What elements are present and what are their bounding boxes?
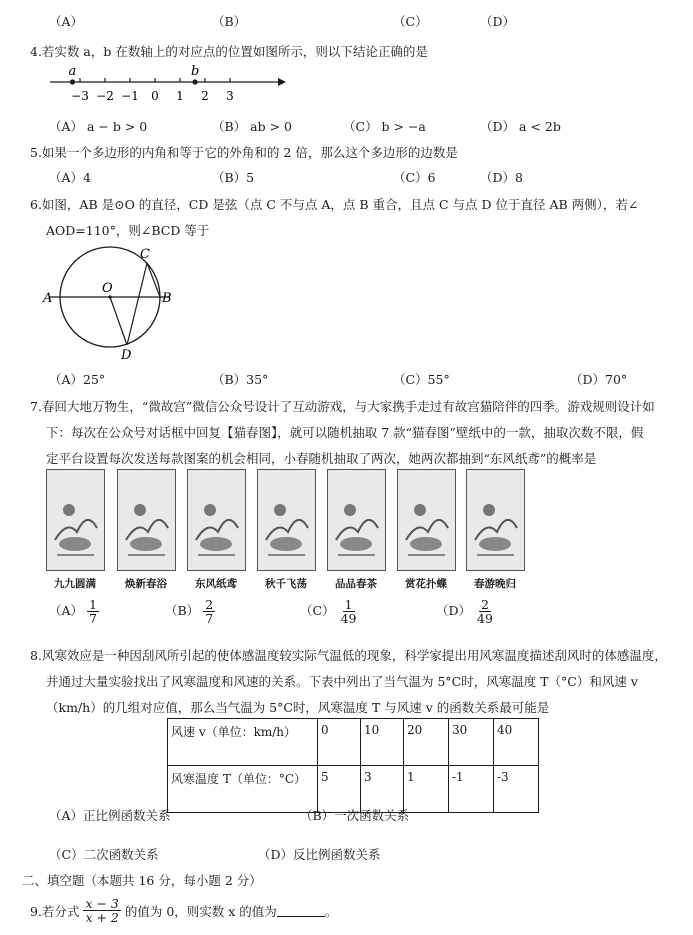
q4-point-b-label: b — [191, 64, 200, 79]
q4-option-b: （B） ab > 0 — [212, 119, 292, 134]
q9-end: 。 — [324, 903, 338, 919]
q4-point-a-label: a — [68, 64, 77, 79]
table-cell: 30 — [449, 719, 494, 766]
wallpaper-image — [327, 469, 386, 571]
q7-option-d: （D） $\frac{2}{49}$ — [436, 597, 493, 627]
q6-stem-line2: AOD=110°，则∠BCD 等于 — [46, 223, 210, 238]
q5-stem: 5.如果一个多边形的内角和等于它的外角和的 2 倍，那么这个多边形的边数是 — [30, 145, 458, 160]
q6-option-a: （A）25° — [49, 372, 106, 387]
top-option-c: （C） — [393, 14, 428, 29]
number-line-tick-label: 0 — [151, 89, 159, 103]
q7-stem-line1: 7.春回大地万物生，“微故宫”微信公众号设计了互动游戏，与大家携手走过有故宫猫陪伴的四季。游戏规则设计如 — [30, 399, 655, 414]
q4-option-d: （D） a < 2b — [480, 119, 561, 134]
top-option-a: （A） — [49, 14, 84, 29]
wallpaper-image — [46, 469, 105, 571]
q9-fraction — [83, 897, 120, 924]
wallpaper-image — [466, 469, 525, 571]
q8-option-b: （B）一次函数关系 — [300, 808, 410, 823]
table-header-cell: 风寒温度 T（单位：°C） — [168, 766, 318, 813]
wallpaper-caption: 秋千飞荡 — [265, 578, 307, 590]
q6-option-d: （D）70° — [570, 372, 628, 387]
q8-option-d: （D）反比例函数关系 — [258, 847, 381, 862]
wallpaper-image — [117, 469, 176, 571]
q8-option-c: （C）二次函数关系 — [49, 847, 159, 862]
number-line-tick-label: −3 — [71, 89, 89, 103]
q7-option-b: （B） $\frac{2}{7}$ — [165, 597, 214, 627]
q5-option-c: （C）6 — [393, 170, 436, 185]
top-option-d: （D） — [480, 14, 516, 29]
top-option-b: （B） — [212, 14, 247, 29]
q6-label-c: C — [140, 247, 150, 262]
q7-stem-line3: 定平台设置每次发送每款图案的机会相同，小春随机抽取了两次，她两次都抽到“东风纸鸢”的概率是 — [46, 451, 597, 466]
wallpaper-caption: 东风纸鸢 — [195, 578, 237, 590]
q6-label-o: O — [102, 281, 113, 296]
table-cell: 10 — [361, 719, 404, 766]
q9-numerator: x − 3 — [85, 896, 119, 911]
q4-stem: 4.若实数 a，b 在数轴上的对应点的位置如图所示，则以下结论正确的是 — [30, 44, 428, 59]
wallpaper-caption: 赏花扑蝶 — [405, 578, 447, 590]
number-line-tick-label: −2 — [96, 89, 114, 103]
wallpaper-caption: 春游晚归 — [474, 578, 516, 590]
q8-option-a: （A）正比例函数关系 — [49, 808, 171, 823]
q6-label-a: A — [43, 291, 53, 306]
q7-option-a: （A） $\frac{1}{7}$ — [49, 597, 97, 627]
q5-option-a: （A）4 — [49, 170, 91, 185]
wallpaper-caption: 品品春茶 — [335, 578, 377, 590]
q7-stem-line2: 下：每次在公众号对话框中回复【猫春图】，就可以随机抽取 7 款“猫春图”壁纸中的一款，抽取次数不限，假 — [46, 425, 644, 440]
table-row — [168, 719, 539, 766]
wallpaper-image — [257, 469, 316, 571]
table-cell: 3 — [361, 766, 404, 813]
wallpaper-image — [397, 469, 456, 571]
q4-option-c: （C） b > −a — [343, 119, 426, 134]
q9-answer-blank[interactable] — [277, 904, 325, 917]
table-cell: 20 — [404, 719, 449, 766]
q8-stem-line2: 并通过大量实验找出了风寒温度和风速的关系。下表中列出了当气温为 5°C时，风寒温度 T（°C）和风速 v — [46, 674, 638, 689]
q9-prefix: 9.若分式 — [30, 903, 80, 919]
table-cell: -1 — [449, 766, 494, 813]
table-cell: -3 — [494, 766, 539, 813]
q7-option-c: （C） $\frac{1}{49}$ — [300, 597, 357, 627]
q5-option-d: （D）8 — [480, 170, 523, 185]
q5-option-b: （B）5 — [212, 170, 255, 185]
q6-option-b: （B）35° — [212, 372, 269, 387]
wallpaper-caption: 焕新春浴 — [125, 578, 167, 590]
q8-stem-line3: （km/h）的几组对应值，那么当气温为 5°C时，风寒温度 T 与风速 v 的函数关系最可能是 — [46, 700, 550, 715]
q6-stem-line1: 6.如图，AB 是⊙O 的直径，CD 是弦（点 C 不与点 A，点 B 重合，且点 C 与点 D 位于直径 AB 两侧），若∠ — [30, 197, 639, 212]
q6-label-b: B — [162, 291, 172, 306]
q9-stem — [30, 897, 337, 924]
number-line-tick-label: 1 — [176, 89, 184, 103]
wind-chill-table — [167, 718, 539, 813]
q4-option-a: （A） a − b > 0 — [49, 119, 148, 134]
number-line-tick-label: 3 — [226, 89, 234, 103]
q8-stem-line1: 8.风寒效应是一种因刮风所引起的使体感温度较实际气温低的现象，科学家提出用风寒温度描述刮风时的体感温度， — [30, 648, 667, 663]
wallpaper-caption: 九九圆满 — [54, 578, 96, 590]
table-cell: 0 — [318, 719, 361, 766]
table-cell: 40 — [494, 719, 539, 766]
wallpaper-image — [187, 469, 246, 571]
table-header-cell: 风速 v（单位：km/h） — [168, 719, 318, 766]
q9-denominator: x + 2 — [85, 910, 119, 926]
number-line-tick-label: 2 — [201, 89, 209, 103]
q6-circle-figure — [40, 242, 180, 362]
q6-option-c: （C）55° — [393, 372, 450, 387]
q6-label-d: D — [121, 348, 132, 362]
number-line-tick-label: −1 — [121, 89, 139, 103]
q4-number-line — [48, 62, 288, 106]
table-cell: 1 — [404, 766, 449, 813]
section2-heading: 二、填空题（本题共 16 分，每小题 2 分） — [22, 873, 262, 888]
table-cell: 5 — [318, 766, 361, 813]
q9-suffix: 的值为 0，则实数 x 的值为 — [124, 903, 277, 919]
